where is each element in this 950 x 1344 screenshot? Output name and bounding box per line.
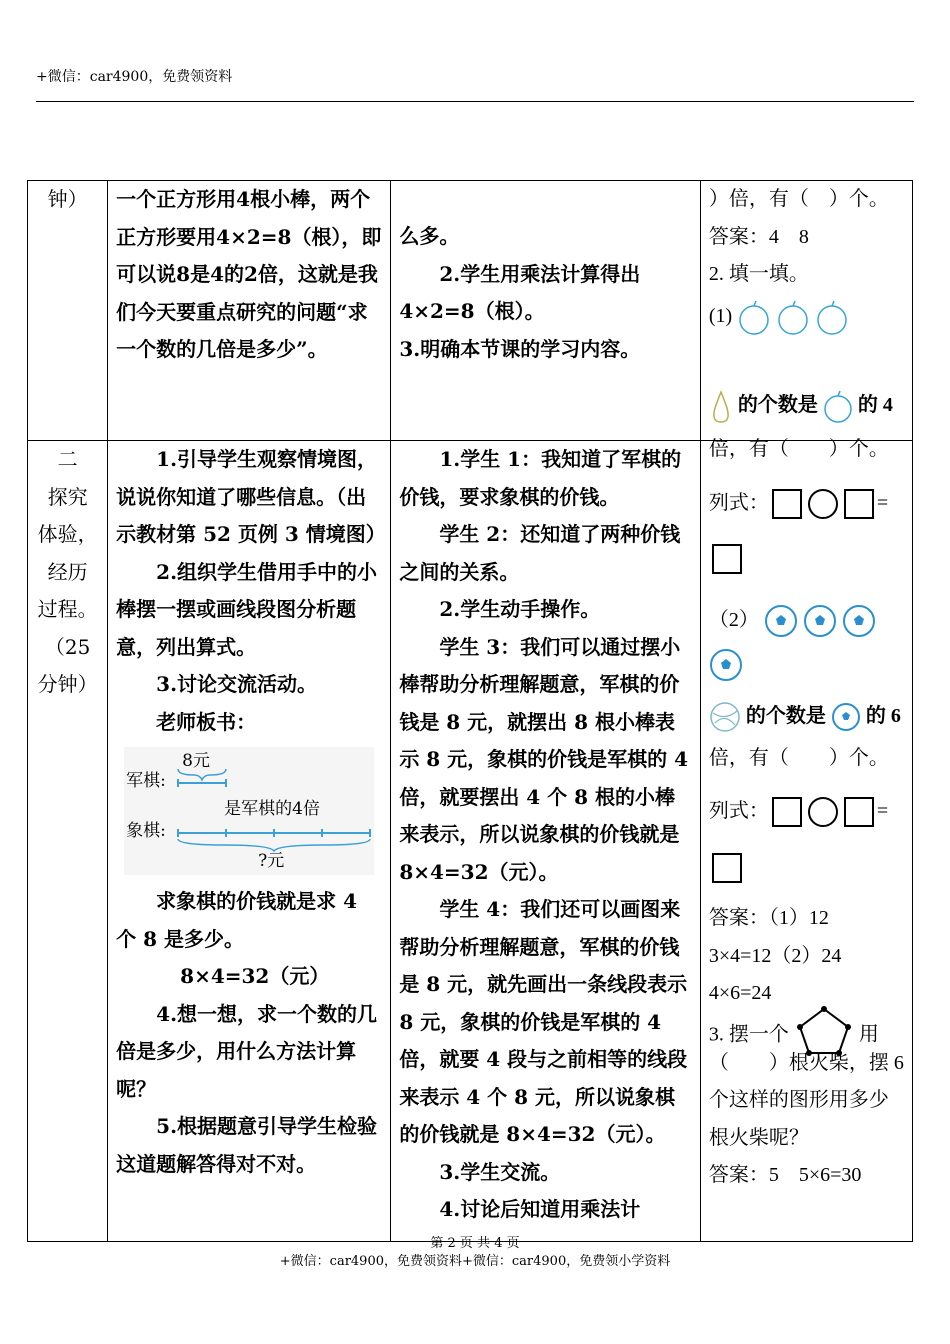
square-box [772,797,802,827]
exercise-text: 的个数是 [745,704,826,727]
teacher-paragraph: 5.根据题意引导学生检验这道题解答得对不对。 [116,1114,378,1176]
teacher-text: 2 [244,262,258,286]
formula-line [709,540,904,578]
teacher-cell [108,181,391,441]
exercise-text: 的个数是 [737,394,818,416]
stage-cell [28,181,108,441]
teacher-paragraph: 3.讨论交流活动。 [156,672,318,696]
teacher-formula: 8×4=32（元） [180,964,330,988]
exercise-answer: 答案：5 5×6=30 [708,1164,862,1186]
exercise-answer: 3×4=12（2）24 [708,944,842,967]
stage-text: 体验， [37,522,98,546]
question-label: （2） [708,608,759,631]
square-box [712,544,742,574]
diagram-row1-label: 军棋: [126,771,166,791]
exercise-text: 3. 摆一个 [708,1023,789,1046]
formula-line [709,793,904,831]
student-paragraph: 学生 4：我们还可以画图来帮助分析理解题意，军棋的价钱是 8 元，就先画出一条线段表示 8 元，象棋的价钱是军棋的 4 倍，就要 4 段与之前相等的线段来表示 4 个 8 元，所以说象棋的价钱就是 8×4=32（元）。 [399,897,688,1146]
teacher-text: 4 [236,187,251,211]
exercise-answer: 4×6=24 [708,982,772,1004]
exercise-text: ）倍，有（ ）个。 [708,188,889,210]
stage-text: 探究 [47,484,88,509]
soccer-ball-icon [831,702,861,732]
equals-sign: = [876,800,889,822]
stage-text: （25 [44,634,91,659]
stage-text: 经历 [47,559,88,584]
line-segment-diagram [124,747,374,875]
teacher-text: 的 [224,262,245,286]
teacher-text: 是 [190,262,211,286]
exercise-answer: 答案：（1）12 [708,907,829,929]
square-box [844,489,874,519]
formula-label: 列式： [708,800,769,822]
diagram-relation: 是军棋的4倍 [224,799,320,819]
soccer-ball-icon [803,604,837,638]
pear-icon [709,388,733,424]
teacher-paragraph: 1.引导学生观察情境图，说说你知道了哪些信息。（出示教材第 52 页例 3 情境图） [116,447,386,546]
formula-line [709,485,904,523]
teacher-cell [108,441,391,1242]
circle-box [808,797,838,827]
student-text: 3.明确本节课的学习内容。 [399,336,641,361]
diagram-unknown: ?元 [258,851,285,871]
apple-icon [823,389,853,423]
header-divider [36,101,914,102]
teacher-paragraph: 求象棋的价钱就是求 4 个 8 是多少。 [116,889,358,951]
soccer-ball-icon [764,604,798,638]
square-box [772,489,802,519]
exercise-text: 用 [858,1023,879,1046]
diagram-top-value: 8元 [182,751,210,771]
exercise-text: （ ）根火柴，摆 6 个这样的图形用多少根火柴呢？ [708,1051,904,1149]
student-paragraph: 学生 3：我们可以通过摆小棒帮助分析理解题意，军棋的价钱是 8 元，就摆出 8 根小棒表示 8 元，象棋的价钱是军棋的 4 倍，就要摆出 4 个 8 根的小棒来表示，所以说象棋的价钱就是 8×4=32（元）。 [399,634,689,884]
lesson-table [27,180,913,1242]
exercise-text: 2. 填一填。 [708,263,809,285]
student-text: 么多。 [399,224,460,248]
student-paragraph: 学生 2：还知道了两种价钱之间的关系。 [399,522,681,584]
exercise-answer: 答案：4 8 [708,225,809,248]
stage-text: 过程。 [37,597,98,621]
teacher-text: 8 [176,262,191,286]
header-text: +微信：car4900，免费领资料 [36,69,233,85]
teacher-text: 倍，这就是我们今天要重点研究的问题“求一个数的几倍是多少”。 [116,262,378,361]
student-paragraph: 4.讨论后知道用乘法计 [439,1197,641,1221]
exercise-line [709,383,904,427]
apple-icon [737,299,771,335]
table-row [28,441,913,1242]
stage-text: 二 [57,447,78,471]
teacher-text: 4×2=8 [216,224,292,249]
formula-label: 列式： [708,491,769,514]
student-paragraph: 2.学生动手操作。 [439,597,601,621]
square-box [712,853,742,883]
stage-text: 分钟） [37,672,98,696]
diagram-row2-label: 象棋: [126,821,166,841]
square-box [844,797,874,827]
teacher-paragraph: 老师板书： [156,709,257,734]
footer-text: +微信：car4900，免费领资料+微信：car4900，免费领小学资料 [279,1254,671,1269]
question-label: (1) [708,304,733,327]
apple-icon [776,299,810,335]
student-paragraph: 1.学生 1：我知道了军棋的价钱，要求象棋的价钱。 [399,447,682,509]
stage-cell [28,441,108,1242]
stage-text: 钟） [47,187,88,211]
teacher-paragraph: 4.想一想，求一个数的几倍是多少，用什么方法计算呢？ [116,1001,378,1101]
teacher-text: 4 [210,262,225,286]
exercise-cell [700,394,912,1242]
circle-box [808,489,838,519]
exercise-line [709,294,904,338]
exercise-line [709,696,904,736]
exercise-text: 倍，有（ ）个。 [708,438,889,460]
diagram-lines [124,747,374,875]
teacher-text: （根），即可以说 [116,224,382,286]
teacher-paragraph: 2.组织学生借用手中的小棒摆一摆或画线段图分析题意，列出算式。 [116,559,378,659]
student-text: 2.学生用乘法计算得出4×2=8（根）。 [399,261,641,323]
equals-sign: = [876,491,889,514]
exercise-line [709,598,904,686]
yarn-ball-icon [709,701,741,733]
page-number: 第 2 页 共 4 页 [430,1236,520,1251]
exercise-text: 倍，有（ ）个。 [708,746,889,769]
teacher-text: 根小棒，两个正方形要用 [116,187,371,249]
exercise-text: 的 6 [865,704,901,727]
soccer-ball-icon [842,604,876,638]
exercise-text: 的 4 [857,394,893,416]
soccer-ball-icon [709,648,743,682]
apple-icon [815,299,849,335]
formula-line [709,849,904,887]
student-paragraph: 3.学生交流。 [439,1159,561,1184]
student-cell [391,181,701,441]
student-cell [391,441,701,1242]
teacher-text: 一个正方形用 [116,187,237,211]
